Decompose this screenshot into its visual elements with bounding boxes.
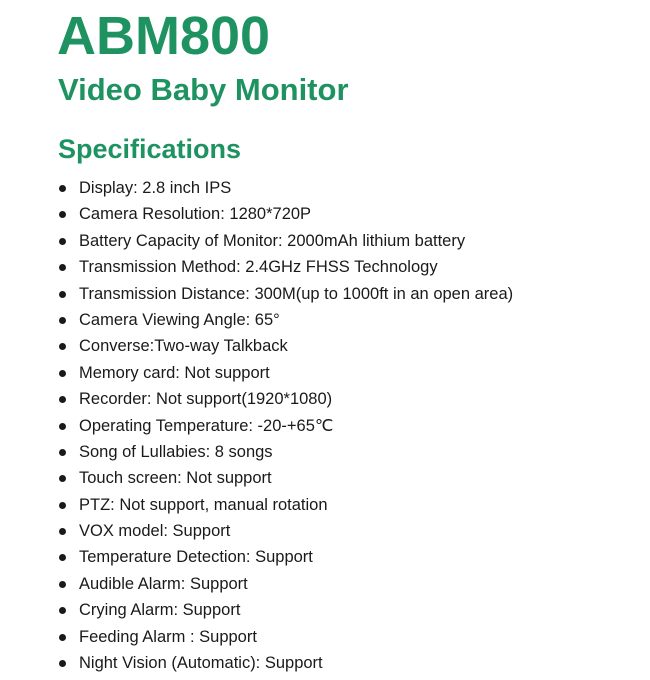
spec-text: Feeding Alarm : Support [79,627,257,646]
spec-list-item [56,492,513,518]
bullet-icon [59,343,66,350]
spec-text: Converse:Two-way Talkback [79,337,288,356]
specifications-heading: Specifications [58,134,242,164]
spec-text: PTZ: Not support, manual rotation [79,495,328,514]
bullet-icon [59,634,66,641]
spec-text: Night Vision (Automatic): Support [79,654,323,673]
spec-list-item [56,281,513,307]
spec-list-item [56,201,513,227]
bullet-icon [59,660,66,667]
bullet-icon [59,502,66,509]
spec-list-item [56,465,513,491]
spec-text: Transmission Distance: 300M(up to 1000ft in an open area) [79,284,514,303]
spec-text: Touch screen: Not support [79,469,272,488]
spec-list-item [56,228,513,254]
specifications-list [56,175,513,676]
bullet-icon [59,238,66,245]
bullet-icon [59,370,66,377]
model-title: ABM800 [57,6,271,66]
spec-text: Display: 2.8 inch IPS [79,179,232,197]
bullet-icon [59,423,66,430]
spec-text: VOX model: Support [79,522,231,541]
spec-list-item [56,650,513,676]
spec-list-item [56,307,513,333]
bullet-icon [59,475,66,482]
spec-text: Crying Alarm: Support [79,601,241,620]
bullet-icon [59,264,66,271]
spec-list-item [56,518,513,544]
spec-text: Audible Alarm: Support [79,574,248,593]
spec-list-item [56,597,513,623]
spec-text: Battery Capacity of Monitor: 2000mAh lithium battery [79,231,466,250]
spec-text: Camera Viewing Angle: 65° [79,310,280,329]
spec-text: Memory card: Not support [79,363,270,382]
spec-list-item [56,360,513,386]
spec-list-item [56,175,513,201]
bullet-icon [59,185,66,192]
bullet-icon [59,317,66,324]
spec-list-item [56,439,513,465]
bullet-icon [59,291,66,298]
spec-text: Camera Resolution: 1280*720P [79,205,312,224]
bullet-icon [59,607,66,614]
spec-list-item [56,624,513,650]
spec-text: Temperature Detection: Support [79,548,313,567]
bullet-icon [59,554,66,561]
spec-text: Recorder: Not support(1920*1080) [79,390,333,409]
spec-text: Transmission Method: 2.4GHz FHSS Technology [79,258,438,277]
spec-list-item [56,333,513,359]
bullet-icon [59,396,66,403]
bullet-icon [59,211,66,218]
spec-text: Song of Lullabies: 8 songs [79,442,273,461]
spec-list-item [56,254,513,280]
bullet-icon [59,449,66,456]
spec-list-item [56,386,513,412]
spec-text: Operating Temperature: -20-+65℃ [79,416,334,435]
spec-list-item [56,544,513,570]
spec-list-item [56,571,513,597]
bullet-icon [59,581,66,588]
bullet-icon [59,528,66,535]
product-subtitle: Video Baby Monitor [58,72,349,107]
spec-list-item [56,413,513,439]
